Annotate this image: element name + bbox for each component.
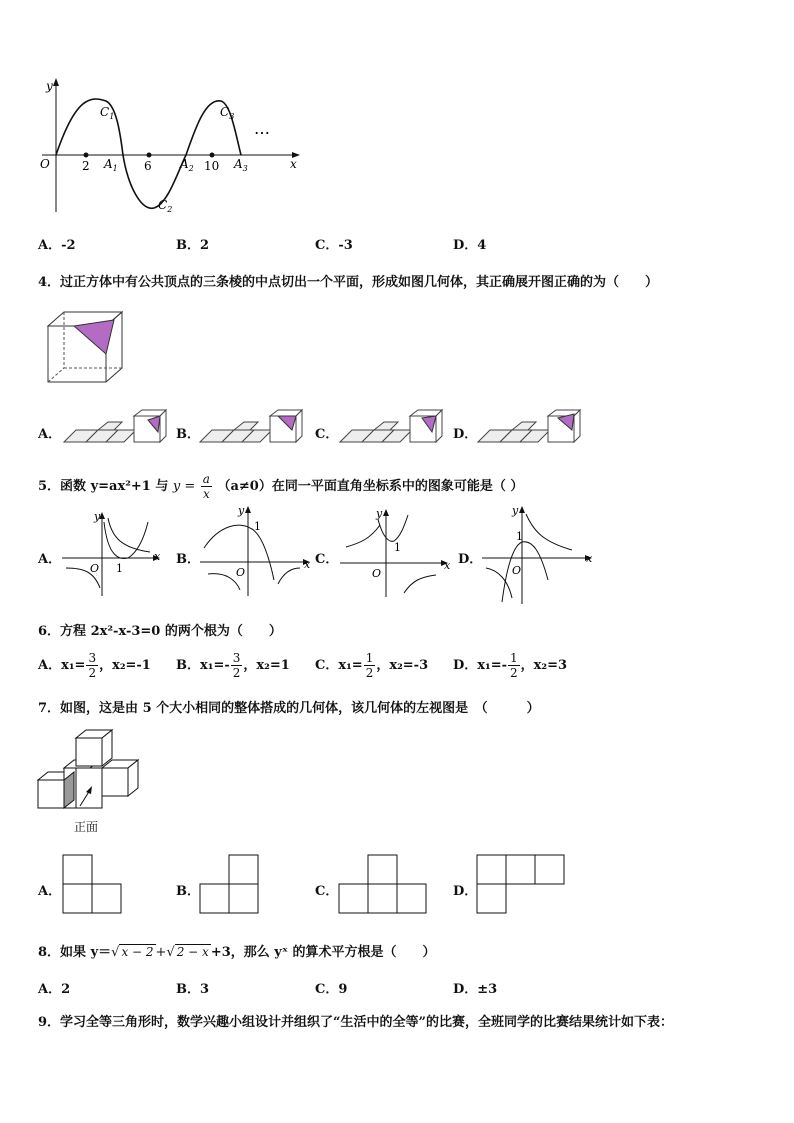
svg-text:1: 1 — [516, 530, 523, 543]
q4-net-a[interactable] — [62, 408, 168, 444]
q4-option-d[interactable]: D． — [453, 427, 478, 442]
svg-text:x: x — [586, 552, 593, 565]
q7-option-a[interactable]: A． — [38, 884, 62, 899]
q3-option-b[interactable]: B．2 — [176, 238, 210, 253]
q9-stem: 9．学习全等三角形时，数学兴趣小组设计并组织了“生活中的全等”的比赛，全班同学的比赛结果统计如下表： — [38, 1015, 674, 1030]
q4-option-b[interactable]: B． — [176, 427, 200, 442]
q7-view-b[interactable] — [199, 854, 261, 916]
svg-text:…: … — [254, 119, 270, 138]
svg-text:O: O — [372, 567, 382, 580]
svg-text:y: y — [238, 504, 245, 517]
q3-option-c[interactable]: C．-3 — [315, 238, 353, 253]
q4-net-c[interactable] — [338, 408, 444, 444]
svg-text:O: O — [90, 562, 100, 575]
q7-stem: 7．如图，这是由 5 个大小相同的整体搭成的几何体，该几何体的左视图是 （ ） — [38, 701, 540, 716]
q5-graph-a[interactable] — [62, 508, 172, 598]
q3-option-d[interactable]: D．4 — [453, 238, 487, 253]
svg-text:A1: $A_1$ — [104, 157, 118, 173]
q7-blocks-figure — [36, 728, 142, 810]
svg-text:x: x — [154, 550, 161, 563]
q5-option-d[interactable]: D． — [458, 552, 483, 567]
svg-text:1: 1 — [254, 520, 261, 533]
q4-option-a[interactable]: A． — [38, 427, 62, 442]
q6-option-c[interactable]: C．x₁= $\frac{1}{2}$ ，x₂=-3 — [315, 651, 429, 680]
q5-option-b[interactable]: B． — [176, 552, 200, 567]
svg-text:1: 1 — [116, 562, 123, 575]
svg-text:y: y — [46, 79, 53, 93]
q6-option-b[interactable]: B．x₁=- $\frac{3}{2}$ ，x₂=1 — [176, 651, 290, 680]
q8-option-a[interactable]: A．2 — [38, 982, 71, 997]
q6-option-d[interactable]: D．x₁=- $\frac{1}{2}$ ，x₂=3 — [453, 651, 568, 680]
svg-text:O: O — [512, 564, 522, 577]
q7-view-a[interactable] — [62, 854, 124, 916]
q4-option-c[interactable]: C． — [315, 427, 339, 442]
q7-option-b[interactable]: B． — [176, 884, 200, 899]
svg-text:y: y — [376, 507, 383, 520]
q6-option-a[interactable]: A．x₁= $\frac{3}{2}$ ，x₂=-1 — [38, 651, 151, 680]
q8-option-d[interactable]: D．±3 — [453, 982, 498, 997]
svg-text:O: O — [236, 566, 246, 579]
q4-cube-figure — [44, 310, 126, 384]
q4-net-d[interactable] — [476, 408, 582, 444]
q5-stem: 5．函数 y=ax²+1 与 y = $\frac{a}{x}$ （a≠0）在同一平面直角坐标系中的图象可能是（ ） — [38, 472, 524, 501]
svg-text:x: x — [444, 559, 451, 572]
q5-option-a[interactable]: A． — [38, 552, 62, 567]
q6-stem: 6．方程 2x²-x-3=0 的两个根为（ ） — [38, 624, 282, 639]
svg-text:A2: $A_2$ — [180, 157, 194, 173]
svg-text:y: y — [512, 504, 519, 517]
q7-view-c[interactable] — [338, 854, 430, 916]
svg-text:C1: $C_1$ — [100, 105, 115, 121]
q7-option-c[interactable]: C． — [315, 884, 339, 899]
svg-text:6: 6 — [144, 159, 152, 173]
q8-stem: 8．如果 y＝√ x − 2 +√ 2 − x +3，那么 yˣ 的算术平方根是（ ） — [38, 945, 436, 960]
q5-option-c[interactable]: C． — [315, 552, 339, 567]
front-label: 正面 — [74, 820, 99, 834]
svg-text:y: y — [94, 510, 101, 523]
q8-option-c[interactable]: C．9 — [315, 982, 348, 997]
svg-text:C2: $C_2$ — [158, 198, 173, 214]
q8-option-b[interactable]: B．3 — [176, 982, 210, 997]
svg-text:10: 10 — [204, 159, 220, 173]
svg-text:x: x — [290, 157, 297, 171]
svg-text:O: O — [40, 157, 50, 171]
cut-triangle — [74, 320, 114, 354]
q7-view-d[interactable] — [476, 854, 568, 916]
svg-text:C3: $C_3$ — [220, 105, 235, 121]
q4-stem: 4．过正方体中有公共顶点的三条棱的中点切出一个平面，形成如图几何体，其正确展开图正确的为（ ） — [38, 275, 659, 290]
svg-text:x: x — [304, 558, 311, 571]
svg-text:A3: $A_3$ — [234, 157, 248, 173]
sine-wave-graph — [36, 76, 308, 216]
svg-text:2: 2 — [82, 159, 90, 173]
q3-option-a[interactable]: A．-2 — [38, 238, 76, 253]
svg-text:1: 1 — [394, 541, 401, 554]
q4-net-b[interactable] — [198, 408, 304, 444]
q7-option-d[interactable]: D． — [453, 884, 478, 899]
